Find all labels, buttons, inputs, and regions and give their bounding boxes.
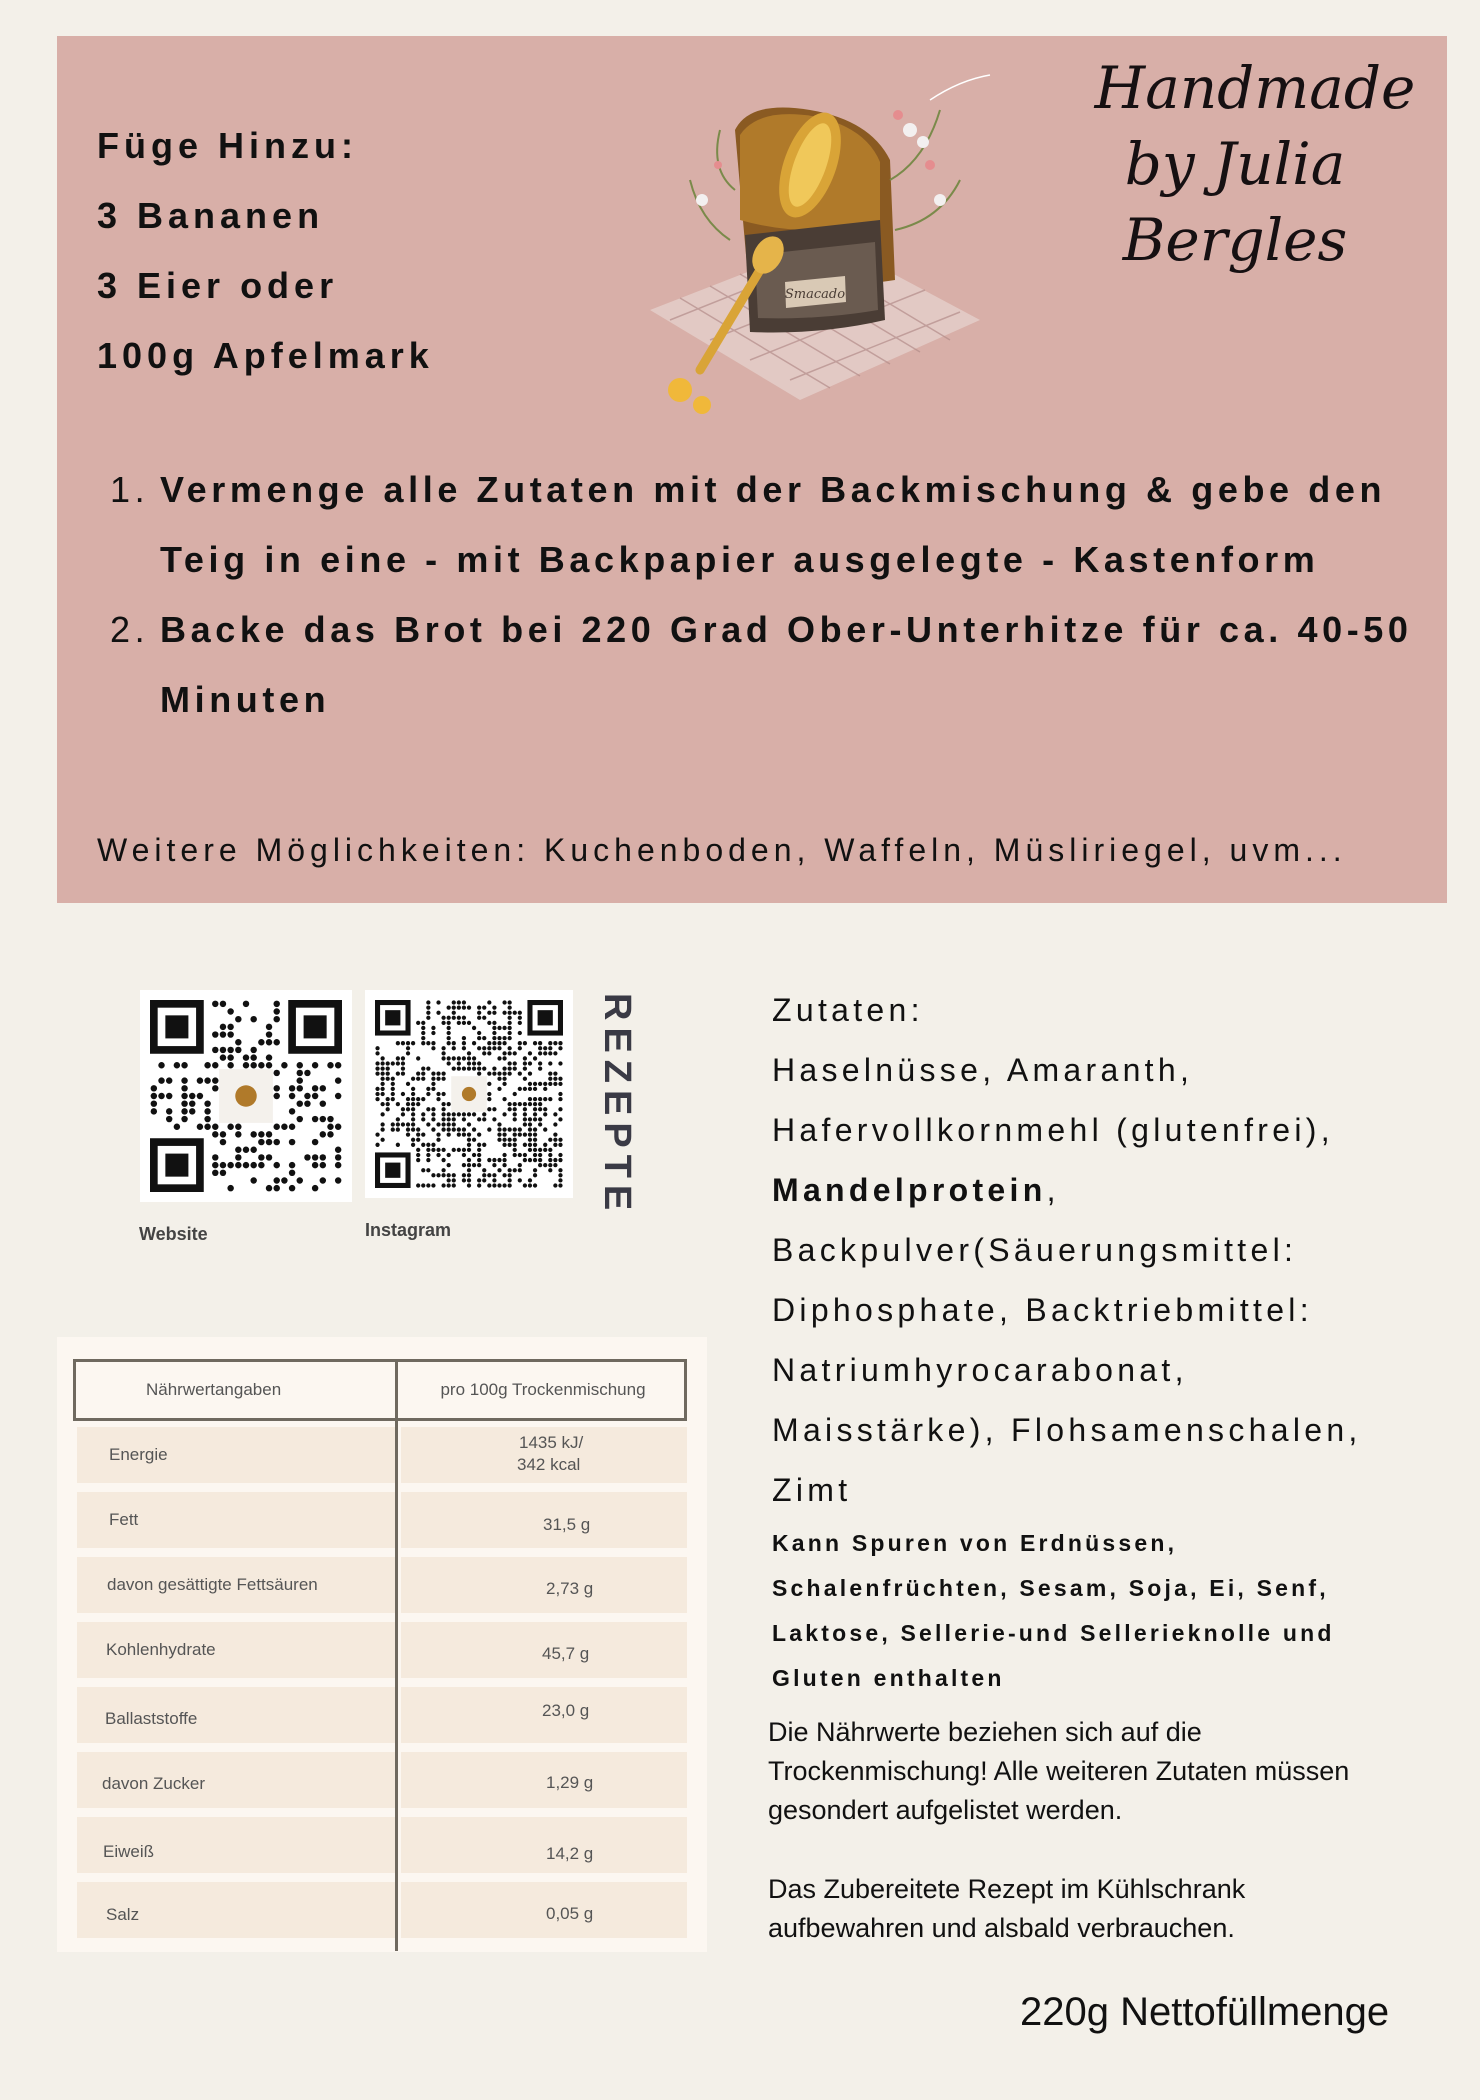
allergen-line: Kann Spuren von Erdnüssen,	[772, 1530, 1178, 1556]
nutrient-label: davon Zucker	[102, 1774, 205, 1793]
allergen-line: Laktose, Sellerie-und Sellerieknolle und	[772, 1620, 1335, 1646]
nutrition-header-label: Nährwertangaben	[146, 1380, 282, 1399]
preparation-steps	[110, 455, 1440, 735]
nutrient-value: 1,29 g	[546, 1773, 594, 1792]
instagram-qr-code[interactable]	[365, 990, 573, 1198]
nutrient-value: 23,0 g	[542, 1701, 590, 1720]
step-1	[110, 455, 1440, 595]
nutrition-header	[73, 1359, 687, 1421]
nutrient-value: 2,73 g	[546, 1579, 594, 1598]
instagram-qr-label: Instagram	[365, 1220, 452, 1240]
note-line: Trockenmischung! Alle weiteren Zutaten müssen	[768, 1756, 1350, 1786]
nutrient-value: 0,05 g	[546, 1904, 594, 1923]
nutrient-value: 31,5 g	[543, 1515, 591, 1534]
note-line: Die Nährwerte beziehen sich auf die	[768, 1717, 1202, 1747]
nutrient-value-2: 342 kcal	[517, 1455, 581, 1474]
note-line: gesondert aufgelistet werden.	[768, 1795, 1123, 1825]
add-item: 3 Eier oder	[97, 265, 339, 306]
step-number: 2.	[110, 609, 150, 650]
ingredients-line: Diphosphate, Backtriebmittel:	[772, 1292, 1313, 1328]
nutrient-label: Fett	[109, 1510, 139, 1529]
nutrient-label: davon gesättigte Fettsäuren	[107, 1575, 318, 1594]
nutrient-label: Ballaststoffe	[105, 1709, 198, 1728]
ingredients-line	[772, 1160, 1362, 1220]
website-qr-code[interactable]	[140, 990, 352, 1202]
ingredients-line: Natriumhyrocarabonat,	[772, 1352, 1188, 1388]
nutrition-note	[768, 1713, 1349, 1830]
nutrient-label: Salz	[106, 1905, 140, 1924]
ingredients-line: Hafervollkornmehl (glutenfrei),	[772, 1112, 1334, 1148]
ingredients-line: Zimt	[772, 1472, 852, 1508]
add-heading: Füge Hinzu:	[97, 125, 358, 166]
nutrient-value: 14,2 g	[546, 1844, 594, 1863]
table-row	[77, 1427, 687, 1483]
ingredient-punctuation: ,	[1046, 1172, 1060, 1208]
table-row	[77, 1687, 687, 1743]
allergen-notice	[772, 1521, 1335, 1701]
note-line: Das Zubereitete Rezept im Kühlschrank	[768, 1874, 1246, 1904]
ingredients-list	[772, 980, 1362, 1520]
note-line: aufbewahren und alsbald verbrauchen.	[768, 1913, 1235, 1943]
ingredients-title: Zutaten:	[772, 992, 924, 1028]
net-weight: 220g Nettofüllmenge	[1020, 1990, 1390, 2034]
bread-illustration	[640, 70, 1000, 450]
ingredient-highlight: Mandelprotein	[772, 1172, 1047, 1208]
brand-signature	[1035, 50, 1435, 278]
website-qr-label: Website	[139, 1224, 208, 1244]
ingredients-line: Maisstärke), Flohsamenschalen,	[772, 1412, 1362, 1448]
table-row	[77, 1492, 687, 1548]
step-text: Backe das Brot bei 220 Grad Ober-Unterhitze für ca. 40-50 Minuten	[160, 609, 1413, 720]
add-item: 3 Bananen	[97, 195, 325, 236]
brand-line-2: by Julia Bergles	[1122, 130, 1348, 274]
table-row	[77, 1752, 687, 1808]
step-2	[110, 595, 1440, 735]
brand-line-1: Handmade	[1094, 54, 1416, 122]
more-options: Weitere Möglichkeiten: Kuchenboden, Waffeln, Müsliriegel, uvm...	[97, 832, 1347, 868]
nutrient-label: Kohlenhydrate	[106, 1640, 216, 1659]
recipes-vertical-label: REZEPTE	[596, 993, 638, 1218]
table-row	[77, 1817, 687, 1873]
table-row	[77, 1622, 687, 1678]
pan-label: Smacado	[784, 287, 846, 302]
storage-note	[768, 1870, 1245, 1948]
step-number: 1.	[110, 469, 150, 510]
add-item: 100g Apfelmark	[97, 335, 434, 376]
add-ingredients-list	[97, 120, 434, 400]
step-text: Vermenge alle Zutaten mit der Backmischung & gebe den Teig in eine - mit Backpapier ausgelegte - Kastenform	[160, 469, 1387, 580]
ingredients-line: Backpulver(Säuerungsmittel:	[772, 1232, 1298, 1268]
table-row	[77, 1882, 687, 1938]
nutrition-header-value: pro 100g Trockenmischung	[440, 1380, 646, 1399]
allergen-line: Schalenfrüchten, Sesam, Soja, Ei, Senf,	[772, 1575, 1329, 1601]
nutrient-value: 45,7 g	[542, 1644, 590, 1663]
allergen-line: Gluten enthalten	[772, 1665, 1005, 1691]
nutrient-label: Energie	[109, 1445, 168, 1464]
nutrient-value: 1435 kJ/	[519, 1433, 584, 1452]
ingredients-line: Haselnüsse, Amaranth,	[772, 1052, 1194, 1088]
table-row	[77, 1557, 687, 1613]
nutrient-label: Eiweiß	[103, 1842, 155, 1861]
nutrition-table	[57, 1337, 707, 1952]
